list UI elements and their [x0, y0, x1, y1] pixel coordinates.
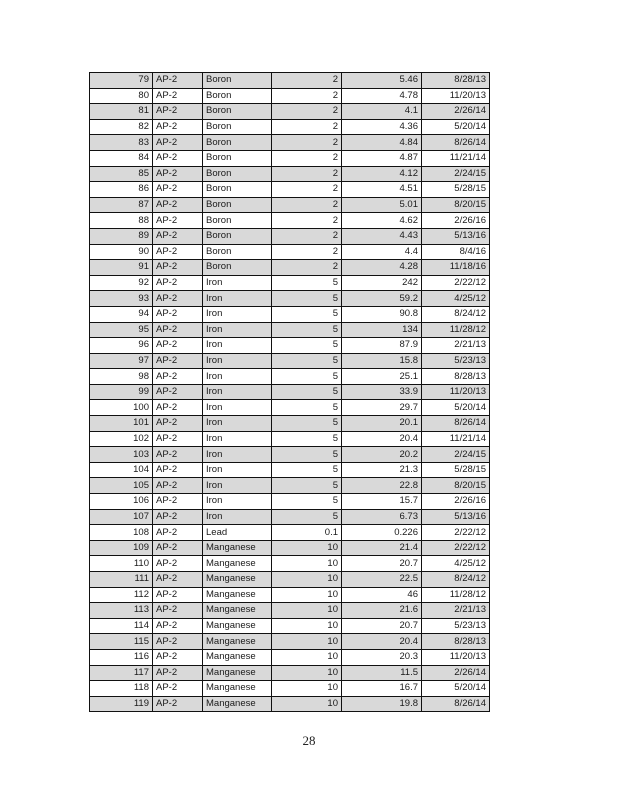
result-cell: 20.4: [342, 634, 422, 650]
unit-cell: AP-2: [153, 88, 203, 104]
limit-cell: 5: [272, 400, 342, 416]
result-cell: 20.4: [342, 431, 422, 447]
table-row: [90, 509, 490, 525]
row-number-cell: 104: [90, 462, 153, 478]
date-cell: 8/28/13: [422, 369, 490, 385]
row-number-cell: 87: [90, 197, 153, 213]
unit-cell: AP-2: [153, 260, 203, 276]
limit-cell: 2: [272, 260, 342, 276]
analyte-cell: Boron: [203, 166, 272, 182]
row-number-cell: 90: [90, 244, 153, 260]
analyte-cell: Manganese: [203, 556, 272, 572]
analyte-cell: Boron: [203, 104, 272, 120]
result-cell: 242: [342, 275, 422, 291]
date-cell: 2/26/14: [422, 104, 490, 120]
limit-cell: 0.1: [272, 525, 342, 541]
unit-cell: AP-2: [153, 119, 203, 135]
unit-cell: AP-2: [153, 182, 203, 198]
unit-cell: AP-2: [153, 166, 203, 182]
table-row: [90, 384, 490, 400]
analyte-cell: Boron: [203, 213, 272, 229]
result-cell: 4.51: [342, 182, 422, 198]
result-cell: 4.4: [342, 244, 422, 260]
date-cell: 8/26/14: [422, 416, 490, 432]
table-row: [90, 104, 490, 120]
row-number-cell: 117: [90, 665, 153, 681]
limit-cell: 2: [272, 213, 342, 229]
table-row: [90, 197, 490, 213]
date-cell: 8/20/15: [422, 197, 490, 213]
table-row: [90, 556, 490, 572]
table-row: [90, 135, 490, 151]
table-row: [90, 291, 490, 307]
unit-cell: AP-2: [153, 400, 203, 416]
row-number-cell: 118: [90, 681, 153, 697]
result-cell: 90.8: [342, 306, 422, 322]
result-cell: 87.9: [342, 338, 422, 354]
limit-cell: 10: [272, 572, 342, 588]
limit-cell: 5: [272, 509, 342, 525]
row-number-cell: 89: [90, 228, 153, 244]
unit-cell: AP-2: [153, 603, 203, 619]
row-number-cell: 106: [90, 494, 153, 510]
result-cell: 20.2: [342, 447, 422, 463]
analyte-cell: Boron: [203, 244, 272, 260]
table-row: [90, 572, 490, 588]
limit-cell: 5: [272, 353, 342, 369]
row-number-cell: 111: [90, 572, 153, 588]
table-row: [90, 119, 490, 135]
result-cell: 25.1: [342, 369, 422, 385]
unit-cell: AP-2: [153, 696, 203, 712]
analyte-cell: Manganese: [203, 572, 272, 588]
result-cell: 29.7: [342, 400, 422, 416]
unit-cell: AP-2: [153, 587, 203, 603]
limit-cell: 10: [272, 634, 342, 650]
date-cell: 5/20/14: [422, 681, 490, 697]
analyte-cell: Iron: [203, 509, 272, 525]
table-row: [90, 540, 490, 556]
result-cell: 21.6: [342, 603, 422, 619]
date-cell: 8/24/12: [422, 306, 490, 322]
unit-cell: AP-2: [153, 213, 203, 229]
date-cell: 8/26/14: [422, 696, 490, 712]
date-cell: 5/13/16: [422, 228, 490, 244]
table-row: [90, 182, 490, 198]
date-cell: 11/28/12: [422, 587, 490, 603]
unit-cell: AP-2: [153, 73, 203, 89]
analyte-cell: Boron: [203, 150, 272, 166]
analyte-cell: Iron: [203, 322, 272, 338]
analyte-cell: Boron: [203, 260, 272, 276]
limit-cell: 10: [272, 540, 342, 556]
date-cell: 8/20/15: [422, 478, 490, 494]
result-cell: 20.7: [342, 556, 422, 572]
limit-cell: 10: [272, 587, 342, 603]
analyte-cell: Iron: [203, 416, 272, 432]
row-number-cell: 88: [90, 213, 153, 229]
table-row: [90, 306, 490, 322]
unit-cell: AP-2: [153, 291, 203, 307]
date-cell: 2/24/15: [422, 166, 490, 182]
date-cell: 11/20/13: [422, 649, 490, 665]
limit-cell: 5: [272, 338, 342, 354]
limit-cell: 5: [272, 384, 342, 400]
row-number-cell: 115: [90, 634, 153, 650]
table-row: [90, 494, 490, 510]
analyte-cell: Iron: [203, 447, 272, 463]
analyte-cell: Iron: [203, 494, 272, 510]
row-number-cell: 102: [90, 431, 153, 447]
unit-cell: AP-2: [153, 197, 203, 213]
row-number-cell: 109: [90, 540, 153, 556]
unit-cell: AP-2: [153, 556, 203, 572]
date-cell: 2/21/13: [422, 603, 490, 619]
limit-cell: 5: [272, 494, 342, 510]
result-cell: 4.62: [342, 213, 422, 229]
row-number-cell: 107: [90, 509, 153, 525]
table-row: [90, 88, 490, 104]
limit-cell: 2: [272, 119, 342, 135]
unit-cell: AP-2: [153, 572, 203, 588]
result-cell: 15.8: [342, 353, 422, 369]
unit-cell: AP-2: [153, 462, 203, 478]
unit-cell: AP-2: [153, 306, 203, 322]
limit-cell: 5: [272, 416, 342, 432]
result-cell: 20.7: [342, 618, 422, 634]
table-row: [90, 447, 490, 463]
date-cell: 2/21/13: [422, 338, 490, 354]
date-cell: 11/20/13: [422, 384, 490, 400]
result-cell: 4.78: [342, 88, 422, 104]
result-cell: 4.43: [342, 228, 422, 244]
unit-cell: AP-2: [153, 244, 203, 260]
date-cell: 4/25/12: [422, 291, 490, 307]
date-cell: 8/24/12: [422, 572, 490, 588]
table-row: [90, 478, 490, 494]
date-cell: 5/20/14: [422, 119, 490, 135]
date-cell: 8/28/13: [422, 634, 490, 650]
row-number-cell: 116: [90, 649, 153, 665]
date-cell: 8/28/13: [422, 73, 490, 89]
unit-cell: AP-2: [153, 135, 203, 151]
unit-cell: AP-2: [153, 540, 203, 556]
analyte-cell: Iron: [203, 478, 272, 494]
row-number-cell: 83: [90, 135, 153, 151]
analyte-cell: Boron: [203, 228, 272, 244]
result-cell: 15.7: [342, 494, 422, 510]
date-cell: 2/26/16: [422, 213, 490, 229]
row-number-cell: 105: [90, 478, 153, 494]
unit-cell: AP-2: [153, 384, 203, 400]
result-cell: 22.5: [342, 572, 422, 588]
table-row: [90, 322, 490, 338]
analyte-cell: Iron: [203, 384, 272, 400]
table-row: [90, 431, 490, 447]
row-number-cell: 99: [90, 384, 153, 400]
analyte-cell: Manganese: [203, 540, 272, 556]
limit-cell: 10: [272, 649, 342, 665]
table-body: [90, 73, 490, 712]
table-row: [90, 603, 490, 619]
limit-cell: 10: [272, 603, 342, 619]
result-cell: 19.8: [342, 696, 422, 712]
unit-cell: AP-2: [153, 228, 203, 244]
analyte-cell: Iron: [203, 291, 272, 307]
date-cell: 2/22/12: [422, 540, 490, 556]
date-cell: 2/22/12: [422, 275, 490, 291]
row-number-cell: 98: [90, 369, 153, 385]
row-number-cell: 113: [90, 603, 153, 619]
date-cell: 4/25/12: [422, 556, 490, 572]
table-row: [90, 681, 490, 697]
analyte-cell: Manganese: [203, 681, 272, 697]
row-number-cell: 79: [90, 73, 153, 89]
row-number-cell: 110: [90, 556, 153, 572]
analyte-cell: Iron: [203, 306, 272, 322]
date-cell: 11/21/14: [422, 150, 490, 166]
row-number-cell: 82: [90, 119, 153, 135]
table-row: [90, 213, 490, 229]
row-number-cell: 103: [90, 447, 153, 463]
limit-cell: 2: [272, 73, 342, 89]
date-cell: 2/26/16: [422, 494, 490, 510]
result-cell: 16.7: [342, 681, 422, 697]
analyte-cell: Lead: [203, 525, 272, 541]
limit-cell: 2: [272, 228, 342, 244]
table-row: [90, 73, 490, 89]
analyte-cell: Boron: [203, 119, 272, 135]
exceedance-table: [89, 72, 490, 712]
row-number-cell: 84: [90, 150, 153, 166]
limit-cell: 10: [272, 681, 342, 697]
result-cell: 46: [342, 587, 422, 603]
table-row: [90, 353, 490, 369]
unit-cell: AP-2: [153, 338, 203, 354]
result-cell: 134: [342, 322, 422, 338]
unit-cell: AP-2: [153, 275, 203, 291]
row-number-cell: 119: [90, 696, 153, 712]
date-cell: 8/26/14: [422, 135, 490, 151]
limit-cell: 10: [272, 665, 342, 681]
analyte-cell: Iron: [203, 462, 272, 478]
unit-cell: AP-2: [153, 649, 203, 665]
limit-cell: 2: [272, 197, 342, 213]
date-cell: 5/28/15: [422, 182, 490, 198]
limit-cell: 5: [272, 447, 342, 463]
date-cell: 5/13/16: [422, 509, 490, 525]
table-row: [90, 260, 490, 276]
unit-cell: AP-2: [153, 634, 203, 650]
limit-cell: 10: [272, 556, 342, 572]
result-cell: 4.12: [342, 166, 422, 182]
limit-cell: 5: [272, 431, 342, 447]
date-cell: 11/18/16: [422, 260, 490, 276]
limit-cell: 2: [272, 244, 342, 260]
analyte-cell: Boron: [203, 182, 272, 198]
unit-cell: AP-2: [153, 525, 203, 541]
row-number-cell: 86: [90, 182, 153, 198]
unit-cell: AP-2: [153, 431, 203, 447]
date-cell: 5/23/13: [422, 353, 490, 369]
result-cell: 4.84: [342, 135, 422, 151]
row-number-cell: 100: [90, 400, 153, 416]
unit-cell: AP-2: [153, 416, 203, 432]
result-cell: 21.4: [342, 540, 422, 556]
date-cell: 5/20/14: [422, 400, 490, 416]
result-cell: 6.73: [342, 509, 422, 525]
analyte-cell: Iron: [203, 369, 272, 385]
analyte-cell: Manganese: [203, 587, 272, 603]
analyte-cell: Boron: [203, 135, 272, 151]
date-cell: 2/24/15: [422, 447, 490, 463]
result-cell: 4.36: [342, 119, 422, 135]
unit-cell: AP-2: [153, 369, 203, 385]
date-cell: 5/23/13: [422, 618, 490, 634]
table-row: [90, 275, 490, 291]
limit-cell: 2: [272, 104, 342, 120]
analyte-cell: Boron: [203, 73, 272, 89]
row-number-cell: 95: [90, 322, 153, 338]
result-cell: 5.01: [342, 197, 422, 213]
table-row: [90, 634, 490, 650]
result-cell: 4.28: [342, 260, 422, 276]
limit-cell: 2: [272, 88, 342, 104]
limit-cell: 5: [272, 291, 342, 307]
limit-cell: 5: [272, 275, 342, 291]
table-row: [90, 338, 490, 354]
table-row: [90, 244, 490, 260]
unit-cell: AP-2: [153, 681, 203, 697]
row-number-cell: 112: [90, 587, 153, 603]
row-number-cell: 97: [90, 353, 153, 369]
table-row: [90, 150, 490, 166]
page-number: 28: [302, 733, 316, 748]
unit-cell: AP-2: [153, 353, 203, 369]
analyte-cell: Iron: [203, 400, 272, 416]
result-cell: 21.3: [342, 462, 422, 478]
row-number-cell: 96: [90, 338, 153, 354]
table-row: [90, 618, 490, 634]
table-row: [90, 416, 490, 432]
result-cell: 4.87: [342, 150, 422, 166]
unit-cell: AP-2: [153, 447, 203, 463]
date-cell: 5/28/15: [422, 462, 490, 478]
result-cell: 59.2: [342, 291, 422, 307]
limit-cell: 10: [272, 696, 342, 712]
unit-cell: AP-2: [153, 150, 203, 166]
table-row: [90, 525, 490, 541]
row-number-cell: 93: [90, 291, 153, 307]
table-row: [90, 400, 490, 416]
row-number-cell: 101: [90, 416, 153, 432]
unit-cell: AP-2: [153, 478, 203, 494]
table-row: [90, 587, 490, 603]
result-cell: 11.5: [342, 665, 422, 681]
row-number-cell: 80: [90, 88, 153, 104]
unit-cell: AP-2: [153, 322, 203, 338]
limit-cell: 5: [272, 462, 342, 478]
row-number-cell: 108: [90, 525, 153, 541]
date-cell: 8/4/16: [422, 244, 490, 260]
analyte-cell: Boron: [203, 197, 272, 213]
limit-cell: 5: [272, 306, 342, 322]
analyte-cell: Manganese: [203, 649, 272, 665]
result-cell: 20.3: [342, 649, 422, 665]
analyte-cell: Iron: [203, 275, 272, 291]
row-number-cell: 91: [90, 260, 153, 276]
unit-cell: AP-2: [153, 665, 203, 681]
limit-cell: 10: [272, 618, 342, 634]
result-cell: 5.46: [342, 73, 422, 89]
limit-cell: 2: [272, 135, 342, 151]
limit-cell: 2: [272, 150, 342, 166]
analyte-cell: Boron: [203, 88, 272, 104]
limit-cell: 5: [272, 322, 342, 338]
table-row: [90, 166, 490, 182]
unit-cell: AP-2: [153, 104, 203, 120]
analyte-cell: Iron: [203, 338, 272, 354]
date-cell: 2/22/12: [422, 525, 490, 541]
row-number-cell: 85: [90, 166, 153, 182]
table-row: [90, 696, 490, 712]
unit-cell: AP-2: [153, 509, 203, 525]
table-row: [90, 369, 490, 385]
limit-cell: 5: [272, 478, 342, 494]
row-number-cell: 94: [90, 306, 153, 322]
analyte-cell: Manganese: [203, 634, 272, 650]
table-row: [90, 462, 490, 478]
limit-cell: 5: [272, 369, 342, 385]
result-cell: 22.8: [342, 478, 422, 494]
result-cell: 0.226: [342, 525, 422, 541]
row-number-cell: 114: [90, 618, 153, 634]
limit-cell: 2: [272, 182, 342, 198]
unit-cell: AP-2: [153, 618, 203, 634]
date-cell: 2/26/14: [422, 665, 490, 681]
analyte-cell: Manganese: [203, 696, 272, 712]
analyte-cell: Iron: [203, 431, 272, 447]
analyte-cell: Manganese: [203, 603, 272, 619]
result-cell: 4.1: [342, 104, 422, 120]
analyte-cell: Manganese: [203, 618, 272, 634]
table-row: [90, 228, 490, 244]
table-row: [90, 649, 490, 665]
table-row: [90, 665, 490, 681]
date-cell: 11/21/14: [422, 431, 490, 447]
result-cell: 20.1: [342, 416, 422, 432]
result-cell: 33.9: [342, 384, 422, 400]
date-cell: 11/28/12: [422, 322, 490, 338]
date-cell: 11/20/13: [422, 88, 490, 104]
row-number-cell: 92: [90, 275, 153, 291]
analyte-cell: Iron: [203, 353, 272, 369]
analyte-cell: Manganese: [203, 665, 272, 681]
limit-cell: 2: [272, 166, 342, 182]
unit-cell: AP-2: [153, 494, 203, 510]
row-number-cell: 81: [90, 104, 153, 120]
